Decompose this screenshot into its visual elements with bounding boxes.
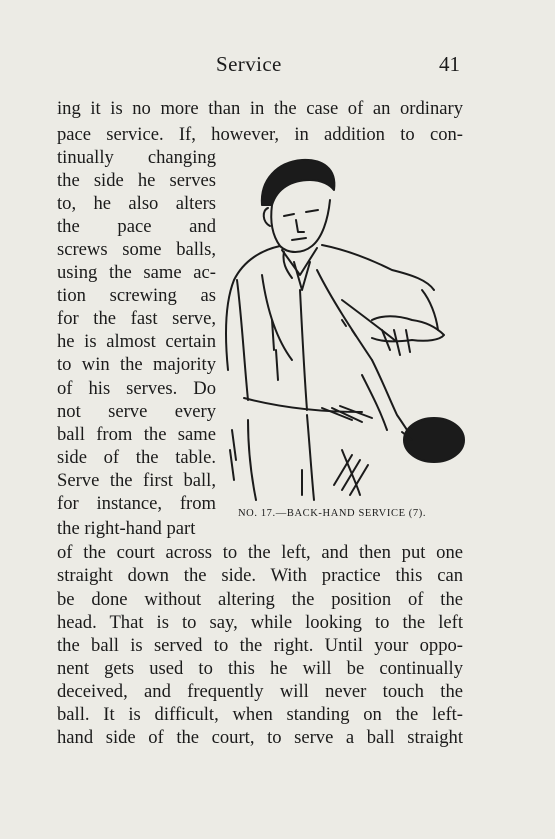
narrow-line-8: for the fast serve, <box>57 308 216 329</box>
body-line-after-3: be done without altering the position of the <box>57 589 463 610</box>
page-header <box>0 0 555 90</box>
body-line-after-4: head. That is to say, while looking to the left <box>57 612 463 633</box>
narrow-line-6: using the same ac- <box>57 262 216 283</box>
figure-caption: NO. 17.—BACK-HAND SERVICE (7). <box>238 508 427 519</box>
body-line-after-9: hand side of the court, to serve a ball straight <box>57 727 463 748</box>
body-line-after-8: ball. It is difficult, when standing on the left- <box>57 704 463 725</box>
narrow-line-13: ball from the same <box>57 424 216 445</box>
narrow-line-9: he is almost certain <box>57 331 216 352</box>
body-line-1: ing it is no more than in the case of an ordinary <box>57 98 463 119</box>
narrow-line-7: tion screwing as <box>57 285 216 306</box>
narrow-line-17: the right-hand part <box>57 518 196 539</box>
narrow-line-16: for instance, from <box>57 493 216 514</box>
body-line-after-7: deceived, and frequently will never touch the <box>57 681 463 702</box>
body-line-2: pace service. If, however, in addition to con- <box>57 124 463 145</box>
narrow-line-1: tinually changing <box>57 147 216 168</box>
narrow-line-2: the side he serves <box>57 170 216 191</box>
body-line-after-5: the ball is served to the right. Until your oppo- <box>57 635 463 656</box>
narrow-line-15: Serve the first ball, <box>57 470 216 491</box>
backhand-service-illustration <box>222 150 467 510</box>
narrow-line-4: the pace and <box>57 216 216 237</box>
body-line-after-6: nent gets used to this he will be continually <box>57 658 463 679</box>
narrow-line-3: to, he also alters <box>57 193 216 214</box>
body-line-after-2: straight down the side. With practice this can <box>57 565 463 586</box>
running-head: Service <box>216 52 282 76</box>
narrow-line-5: screws some balls, <box>57 239 216 260</box>
page-number: 41 <box>439 52 460 76</box>
narrow-line-14: side of the table. <box>57 447 216 468</box>
narrow-line-11: of his serves. Do <box>57 378 216 399</box>
narrow-line-12: not serve every <box>57 401 216 422</box>
body-line-after-1: of the court across to the left, and then put one <box>57 542 463 563</box>
narrow-line-10: to win the majority <box>57 354 216 375</box>
player-drawing <box>222 150 467 510</box>
